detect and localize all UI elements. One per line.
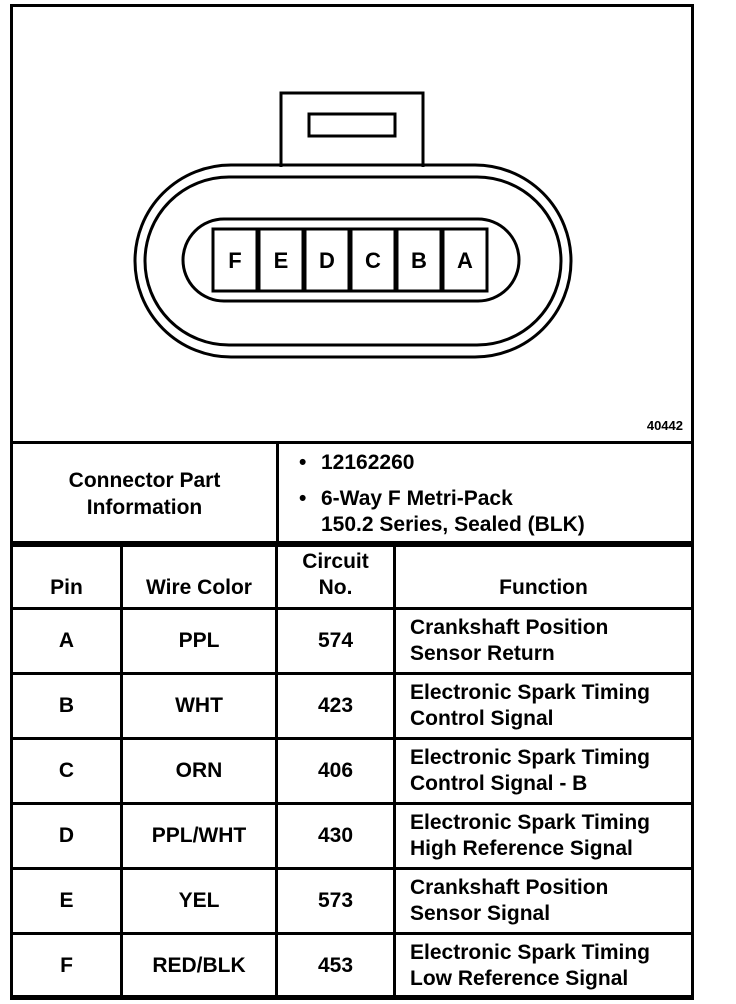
function-line-1: Crankshaft Position [410, 616, 609, 639]
pin-label-d: D [319, 248, 335, 273]
function-line-1: Electronic Spark Timing [410, 811, 651, 834]
header-circuit-line-2: No. [318, 576, 353, 599]
pin-cavities [213, 229, 487, 291]
function-line-2: Sensor Return [410, 642, 555, 665]
cell-circuit-no: 453 [277, 934, 395, 999]
cell-wire-color: YEL [122, 869, 277, 934]
cell-circuit-no: 430 [277, 804, 395, 869]
cell-wire-color: PPL/WHT [122, 804, 277, 869]
header-circuit-line-1: Circuit [302, 550, 369, 573]
cell-circuit-no: 423 [277, 674, 395, 739]
function-line-1: Electronic Spark Timing [410, 681, 651, 704]
function-line-1: Crankshaft Position [410, 876, 609, 899]
connector-shell-outer [135, 165, 571, 357]
part-number: 12162260 [321, 451, 415, 474]
cell-wire-color: ORN [122, 739, 277, 804]
connector-sheet [10, 4, 694, 998]
table-header-row [12, 543, 693, 609]
cell-wire-color: PPL [122, 609, 277, 674]
cell-pin: E [12, 869, 122, 934]
cell-function [395, 869, 693, 934]
latch-slot [309, 114, 395, 136]
table-row [12, 674, 693, 739]
function-line-2: Low Reference Signal [410, 967, 629, 990]
cell-circuit-no: 573 [277, 869, 395, 934]
cell-circuit-no: 574 [277, 609, 395, 674]
connector-part-info-details [278, 443, 693, 546]
pin-label-c: C [365, 248, 381, 273]
header-wire-color: Wire Color [122, 543, 277, 609]
bullet-icon: • [299, 487, 307, 510]
connector-shell-inner [145, 177, 561, 345]
table-row [12, 609, 693, 674]
cell-circuit-no: 406 [277, 739, 395, 804]
latch-tab [281, 93, 423, 167]
cell-function [395, 674, 693, 739]
cell-function [395, 739, 693, 804]
cell-pin: A [12, 609, 122, 674]
part-number-item [299, 450, 690, 476]
function-line-1: Electronic Spark Timing [410, 941, 651, 964]
bullet-icon: • [299, 451, 307, 474]
connector-part-info-table [10, 441, 694, 547]
cell-pin: D [12, 804, 122, 869]
function-line-1: Electronic Spark Timing [410, 746, 651, 769]
description-line-2: 150.2 Series, Sealed (BLK) [321, 513, 585, 536]
header-pin: Pin [12, 543, 122, 609]
label-line-1: Connector Part [68, 469, 221, 492]
pin-label-e: E [273, 248, 289, 273]
table-row [12, 804, 693, 869]
cell-function [395, 934, 693, 999]
cell-pin: F [12, 934, 122, 999]
table-row [12, 739, 693, 804]
table-row [12, 869, 693, 934]
description-line-1: 6-Way F Metri-Pack [321, 487, 513, 510]
function-line-2: Control Signal - B [410, 772, 588, 795]
header-circuit-no [277, 543, 395, 609]
function-line-2: High Reference Signal [410, 837, 633, 860]
cell-pin: B [12, 674, 122, 739]
figure-id: 40442 [646, 418, 683, 433]
cell-wire-color: WHT [122, 674, 277, 739]
connector-face-diagram [13, 7, 691, 437]
pin-out-table [10, 541, 694, 1000]
cell-wire-color: RED/BLK [122, 934, 277, 999]
function-line-2: Sensor Signal [410, 902, 551, 925]
cell-pin: C [12, 739, 122, 804]
pin-label-b: B [411, 248, 427, 273]
pin-label-a: A [457, 248, 473, 273]
label-line-2: Information [86, 496, 203, 519]
function-line-2: Control Signal [410, 707, 554, 730]
connector-part-info-label [12, 443, 278, 546]
table-row [12, 934, 693, 999]
description-item [299, 486, 690, 512]
cell-function [395, 804, 693, 869]
header-function: Function [395, 543, 693, 609]
cell-function [395, 609, 693, 674]
pin-label-f: F [228, 248, 242, 273]
